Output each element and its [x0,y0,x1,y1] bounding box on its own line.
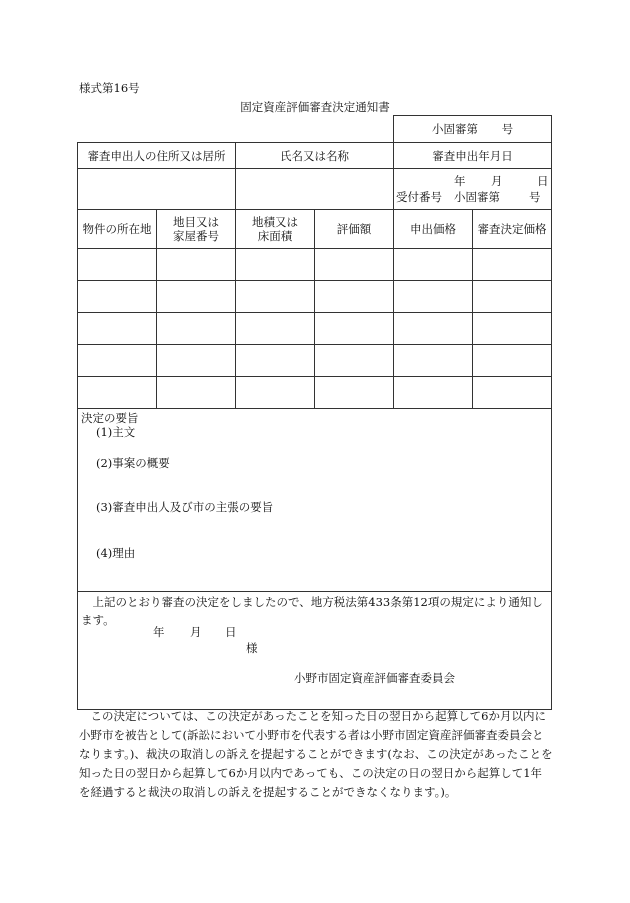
name-cell [236,169,394,210]
decision-item-claims: (3)審査申出人及び市の主張の要旨 [96,500,274,514]
date-month: 月 [491,174,503,188]
address-cell [78,169,236,210]
valuation-header: 評価額 [315,210,394,249]
notice-body: 上記のとおり審査の決定をしましたので、地方税法第433条第12項の規定により通知します。 [81,595,543,627]
date-day: 日 [537,174,549,188]
receipt-label: 受付番号 [396,190,442,204]
table-row [78,377,552,409]
recipient-honorific: 様 [246,641,258,655]
decision-item-overview: (2)事案の概要 [96,456,170,470]
notice-date-year: 年 [153,625,165,639]
table-row [78,249,552,281]
issuer-name: 小野市固定資産評価審査委員会 [294,671,455,685]
table-row [78,345,552,377]
land-category-header: 地目又は 家屋番号 [157,210,236,249]
receipt-suffix: 号 [529,190,541,204]
date-receipt-cell [394,169,552,210]
date-year: 年 [454,174,466,188]
receipt-prefix: 小固審第 [454,190,500,204]
document-title: 固定資産評価審査決定通知書 [240,100,390,114]
name-header: 氏名又は名称 [236,143,394,169]
notice-body-cell [78,592,552,710]
blank-area [78,116,394,143]
notice-date-day: 日 [225,625,237,639]
decision-heading: 決定の要旨 [81,411,139,425]
date-header: 審査申出年月日 [394,143,552,169]
table-row [78,313,552,345]
case-number-prefix: 小固審第 [432,122,478,136]
notice-date-month: 月 [190,625,202,639]
decision-item-reason: (4)理由 [96,546,136,560]
notice-form-table [77,115,552,710]
location-header: 物件の所在地 [78,210,157,249]
decision-summary-cell [78,409,552,592]
address-header: 審査申出人の住所又は居所 [78,143,236,169]
table-row [78,281,552,313]
appeal-notice: この決定については、この決定があったことを知った日の翌日から起算して6か月以内に小野市を被告として(訴訟において小野市を代表する者は小野市固定資産評価審査委員会となります。)、裁決の取消しの訴えを提起することができます(なお、この決定があったことを知った日の翌日から起算して6か月以内であっても、この決定の日の翌日から起算して1年を経過すると裁決の取消しの訴えを提起することができなくなります。)。 [79,709,553,799]
claimed-price-header: 申出価格 [394,210,473,249]
decision-item-main: (1)主文 [96,425,136,439]
decided-price-header: 審査決定価格 [473,210,552,249]
case-number-suffix: 号 [501,122,514,136]
case-number-box [394,116,552,143]
form-number: 様式第16号 [79,81,140,95]
area-header: 地積又は 床面積 [236,210,315,249]
